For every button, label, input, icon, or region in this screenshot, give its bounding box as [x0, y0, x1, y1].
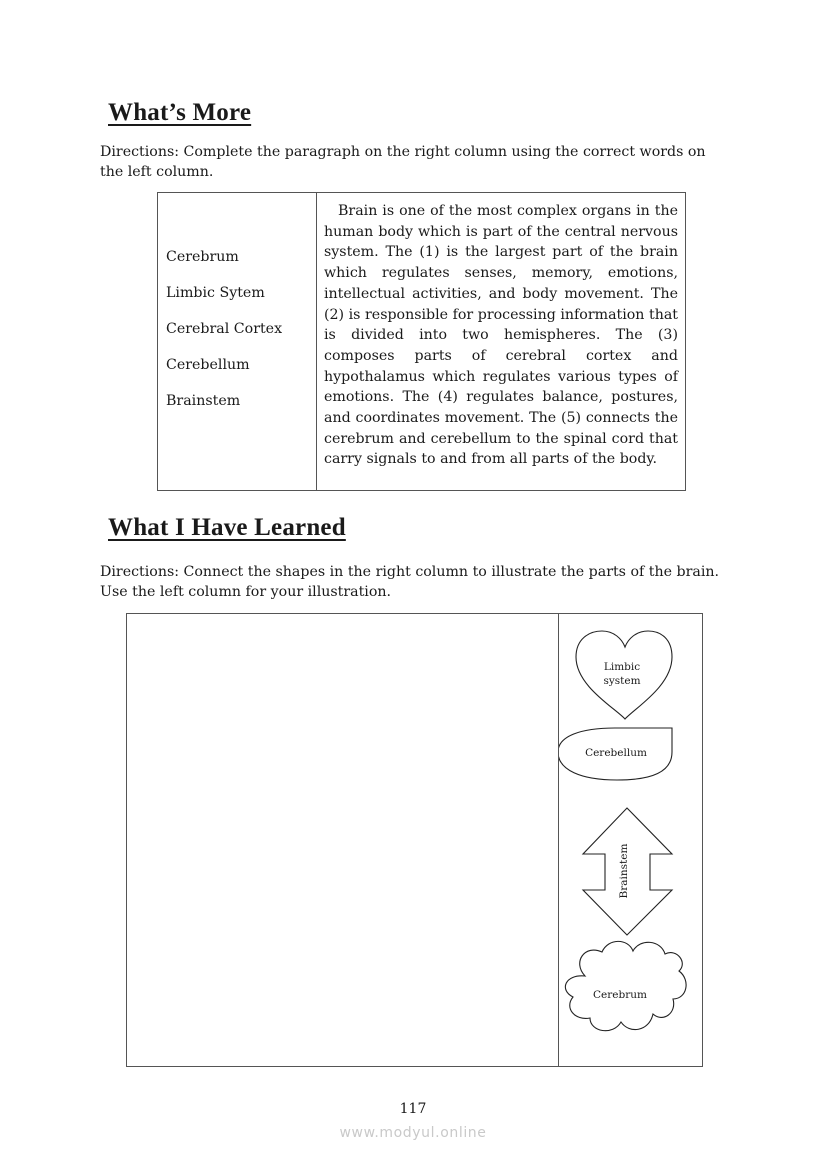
shapes-column: [559, 614, 702, 1066]
word-bank-item: Cerebral Cortex: [166, 321, 283, 337]
illustration-drawing-area[interactable]: [127, 614, 559, 1066]
what-i-have-learned-directions: Directions: Connect the shapes in the right column to illustrate the parts of the brain. Use the left column for your illustration.: [100, 564, 720, 600]
word-bank-item: Cerebrum: [166, 249, 239, 265]
teardrop-shape[interactable]: [559, 728, 672, 780]
whats-more-directions: Directions: Complete the paragraph on the right column using the correct words on the left column.: [100, 144, 706, 180]
cerebellum-label: Cerebellum: [585, 747, 647, 759]
paragraph-column: [317, 193, 685, 490]
heart-label-line1: Limbic: [603, 661, 641, 673]
heart-shape[interactable]: [576, 631, 672, 719]
brainstem-label: Brainstem: [618, 843, 630, 899]
cloud-shape[interactable]: [565, 941, 686, 1030]
word-bank-item: Brainstem: [166, 393, 241, 409]
whats-more-heading: What’s More: [108, 99, 252, 126]
matching-table: [157, 192, 686, 491]
cerebrum-label: Cerebrum: [593, 989, 647, 1001]
word-bank-column: [158, 193, 317, 490]
word-bank-item: Cerebellum: [166, 357, 250, 373]
shapes-svg: [559, 614, 702, 1066]
word-bank-item: Limbic Sytem: [166, 285, 265, 301]
watermark: www.modyul.online: [339, 1125, 487, 1141]
brain-paragraph: Brain is one of the most complex organs in the human body which is part of the central nervous system. The (1) is the largest part of the brain which regulates senses, memory, emotions, intellectual activities, and body movement. The (2) is responsible for processing information that is divided into two hemispheres. The (3) composes parts of cerebral cortex and hypothalamus which regulates various types of emotions. The (4) regulates balance, postures, and coordinates movement. The (5) connects the cerebrum and cerebellum to the spinal cord that carry signals to and from all parts of the body.: [324, 203, 678, 468]
double-arrow-shape[interactable]: [583, 808, 672, 935]
page-number: 117: [399, 1101, 427, 1117]
heart-label-line2: system: [603, 675, 641, 687]
illustration-table: [126, 613, 703, 1067]
what-i-have-learned-heading: What I Have Learned: [108, 514, 346, 541]
